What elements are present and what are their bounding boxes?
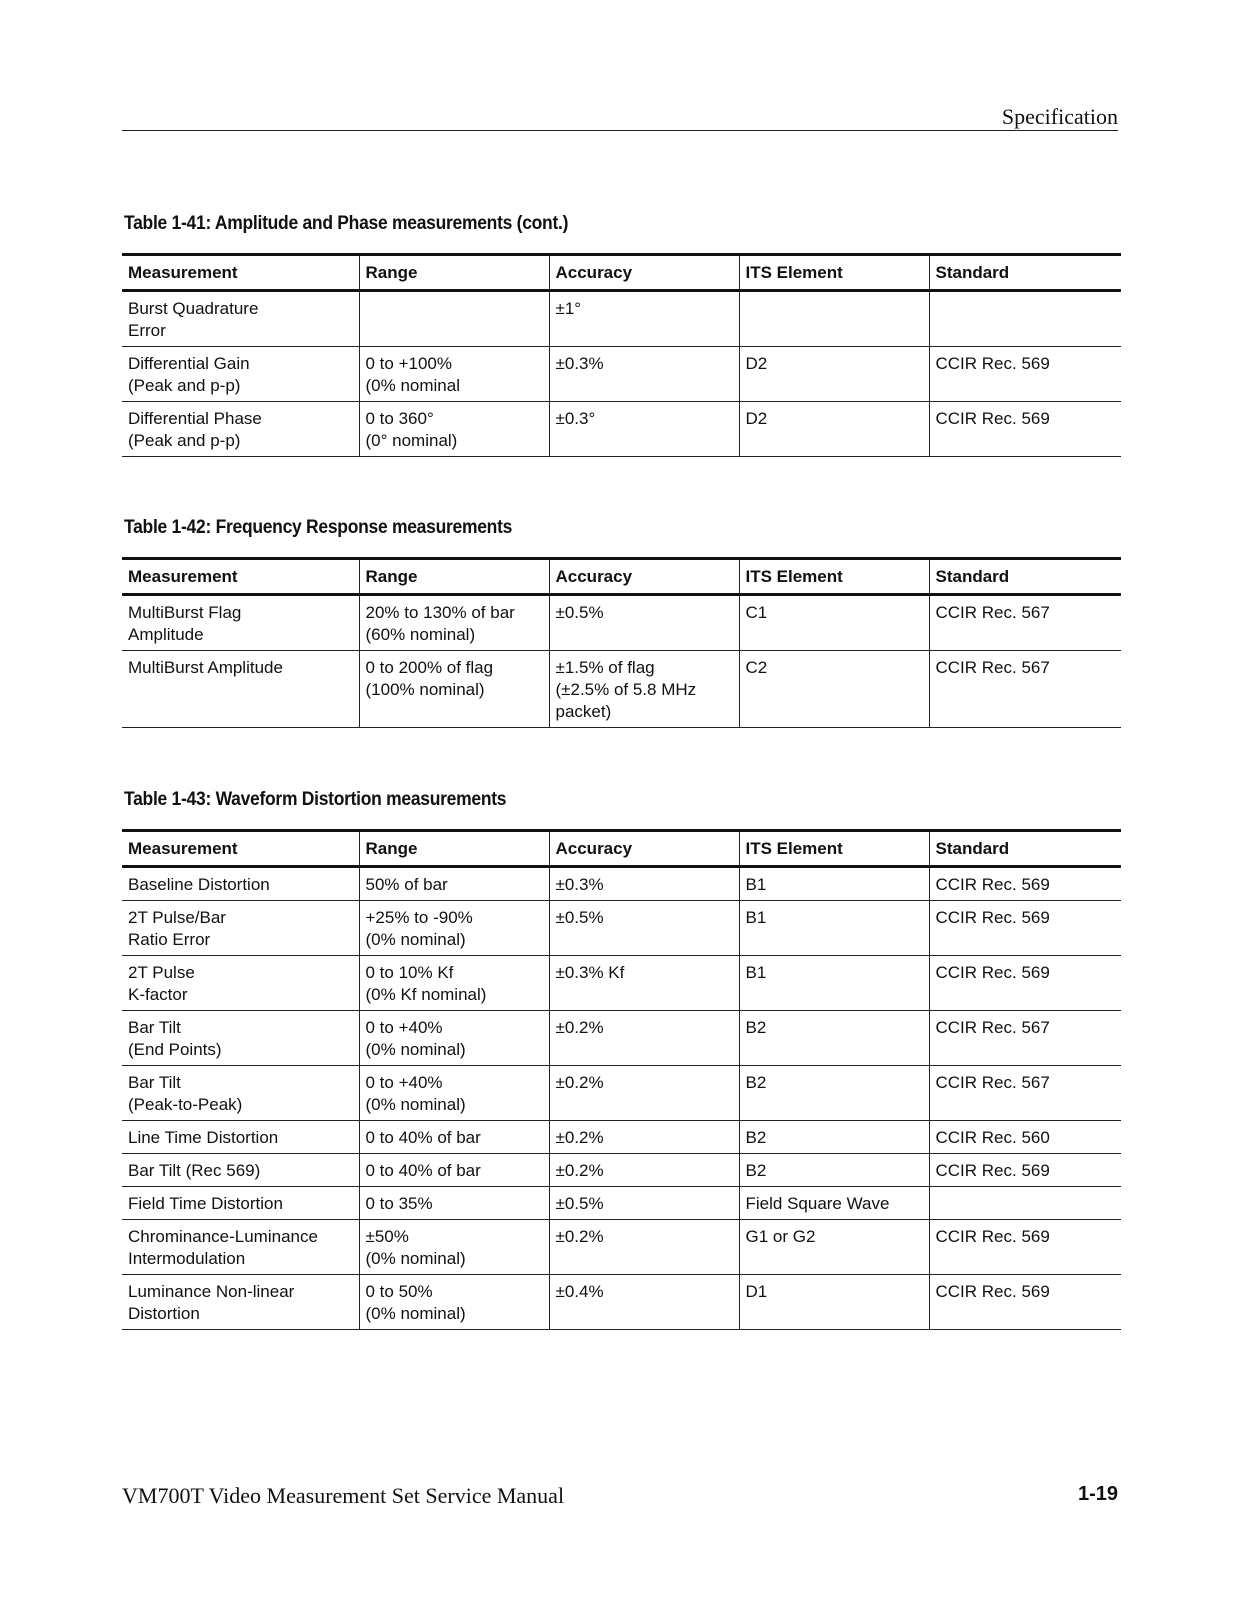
table-cell bbox=[739, 1121, 929, 1154]
cell-text: Luminance Non-linear bbox=[128, 1282, 295, 1301]
table-body bbox=[122, 291, 1121, 457]
cell-text: 0 to +40% bbox=[365, 1073, 443, 1092]
column-header: Accuracy bbox=[549, 831, 739, 867]
table-cell bbox=[549, 651, 739, 728]
cell-text: CCIR Rec. 569 bbox=[935, 875, 1050, 894]
cell-text: (0% nominal) bbox=[365, 1095, 466, 1114]
table-cell bbox=[359, 901, 549, 956]
table-body bbox=[122, 867, 1121, 1330]
table-cell bbox=[739, 956, 929, 1011]
cell-text: ±0.2% bbox=[555, 1227, 604, 1246]
table-cell bbox=[549, 1187, 739, 1220]
table-cell bbox=[359, 956, 549, 1011]
table-cell bbox=[549, 1275, 739, 1330]
table-cell bbox=[739, 1011, 929, 1066]
cell-text: CCIR Rec. 569 bbox=[935, 354, 1050, 373]
cell-text: ±0.2% bbox=[555, 1018, 604, 1037]
cell-text: B2 bbox=[745, 1128, 767, 1147]
table-cell bbox=[549, 402, 739, 457]
column-header: Standard bbox=[929, 831, 1121, 867]
cell-text: K-factor bbox=[128, 985, 188, 1004]
table-caption: Table 1-42: Frequency Response measurements bbox=[124, 517, 513, 538]
table-cell bbox=[929, 1220, 1121, 1275]
cell-text: C2 bbox=[745, 658, 768, 677]
table-cell bbox=[122, 291, 359, 347]
cell-text: MultiBurst Amplitude bbox=[128, 658, 283, 677]
column-header: Measurement bbox=[128, 839, 238, 858]
cell-text: Field Time Distortion bbox=[128, 1194, 283, 1213]
cell-text: MultiBurst Flag bbox=[128, 603, 242, 622]
column-header: Range bbox=[359, 559, 549, 595]
cell-text: ±50% bbox=[365, 1227, 409, 1246]
cell-text: Amplitude bbox=[128, 625, 204, 644]
table-header-row bbox=[122, 559, 1121, 595]
table-cell bbox=[929, 867, 1121, 901]
table-1-41-section bbox=[122, 213, 1121, 457]
cell-text: B1 bbox=[745, 963, 767, 982]
table-cell bbox=[359, 1220, 549, 1275]
cell-text: CCIR Rec. 567 bbox=[935, 603, 1050, 622]
column-header: ITS Element bbox=[739, 255, 929, 291]
table-cell bbox=[122, 867, 359, 901]
cell-text: (0% nominal bbox=[365, 376, 460, 395]
cell-text: C1 bbox=[745, 603, 768, 622]
table-cell bbox=[122, 1066, 359, 1121]
cell-text: Bar Tilt (Rec 569) bbox=[128, 1161, 261, 1180]
column-header: Measurement bbox=[128, 263, 238, 282]
column-header: Accuracy bbox=[549, 255, 739, 291]
table-cell bbox=[122, 1187, 359, 1220]
cell-text: ±0.4% bbox=[555, 1282, 604, 1301]
table-body bbox=[122, 595, 1121, 728]
table-cell bbox=[929, 1011, 1121, 1066]
cell-text: D1 bbox=[745, 1282, 768, 1301]
table-cell bbox=[122, 1154, 359, 1187]
cell-text: 0 to 40% of bar bbox=[365, 1128, 481, 1147]
page-header bbox=[122, 100, 1118, 131]
cell-text: Baseline Distortion bbox=[128, 875, 270, 894]
table-row bbox=[122, 347, 1121, 402]
cell-text: (0% Kf nominal) bbox=[365, 985, 487, 1004]
cell-text: 0 to 40% of bar bbox=[365, 1161, 481, 1180]
cell-text: CCIR Rec. 567 bbox=[935, 1073, 1050, 1092]
cell-text: +25% to -90% bbox=[365, 908, 473, 927]
cell-text: B1 bbox=[745, 908, 767, 927]
table-cell bbox=[122, 956, 359, 1011]
cell-text: ±0.2% bbox=[555, 1073, 604, 1092]
cell-text: B2 bbox=[745, 1161, 767, 1180]
table-cell bbox=[359, 1121, 549, 1154]
cell-text: CCIR Rec. 569 bbox=[935, 908, 1050, 927]
cell-text: CCIR Rec. 569 bbox=[935, 1227, 1050, 1246]
table-cell bbox=[122, 347, 359, 402]
table-cell bbox=[929, 1275, 1121, 1330]
cell-text: G1 or G2 bbox=[745, 1227, 816, 1246]
cell-text: ±0.3° bbox=[555, 409, 596, 428]
table-cell bbox=[929, 1154, 1121, 1187]
table-cell bbox=[739, 402, 929, 457]
cell-text: Line Time Distortion bbox=[128, 1128, 279, 1147]
cell-text: (Peak and p-p) bbox=[128, 376, 241, 395]
column-header: Standard bbox=[929, 559, 1121, 595]
table-row bbox=[122, 1121, 1121, 1154]
cell-text: (0° nominal) bbox=[365, 431, 458, 450]
manual-title: VM700T Video Measurement Set Service Manual bbox=[122, 1483, 565, 1508]
table-cell bbox=[122, 595, 359, 651]
cell-text: Bar Tilt bbox=[128, 1073, 181, 1092]
table-cell bbox=[359, 595, 549, 651]
cell-text: Field Square Wave bbox=[745, 1194, 890, 1213]
column-header: Standard bbox=[929, 255, 1121, 291]
table-cell bbox=[929, 1066, 1121, 1121]
cell-text: Bar Tilt bbox=[128, 1018, 181, 1037]
cell-text: CCIR Rec. 567 bbox=[935, 1018, 1050, 1037]
table-row bbox=[122, 867, 1121, 901]
table-cell bbox=[739, 1187, 929, 1220]
table-cell bbox=[929, 291, 1121, 347]
frequency-response-table bbox=[122, 557, 1121, 728]
table-cell bbox=[739, 1154, 929, 1187]
waveform-distortion-table bbox=[122, 829, 1121, 1330]
table-cell bbox=[122, 651, 359, 728]
table-cell bbox=[359, 1275, 549, 1330]
table-row bbox=[122, 1154, 1121, 1187]
table-cell bbox=[549, 901, 739, 956]
table-row bbox=[122, 402, 1121, 457]
cell-text: CCIR Rec. 569 bbox=[935, 409, 1050, 428]
cell-text: Burst Quadrature bbox=[128, 299, 259, 318]
table-cell bbox=[359, 1187, 549, 1220]
cell-text: D2 bbox=[745, 354, 768, 373]
table-cell bbox=[549, 1066, 739, 1121]
table-cell bbox=[122, 1011, 359, 1066]
table-cell bbox=[359, 867, 549, 901]
cell-text: (±2.5% of 5.8 MHz bbox=[555, 680, 697, 699]
table-cell bbox=[929, 595, 1121, 651]
cell-text: ±0.5% bbox=[555, 603, 604, 622]
cell-text: Ratio Error bbox=[128, 930, 211, 949]
table-1-43-section bbox=[122, 789, 1121, 1330]
table-cell bbox=[739, 595, 929, 651]
table-cell bbox=[122, 1275, 359, 1330]
cell-text: ±0.5% bbox=[555, 908, 604, 927]
table-cell bbox=[929, 956, 1121, 1011]
cell-text: (0% nominal) bbox=[365, 1304, 466, 1323]
amplitude-phase-table bbox=[122, 253, 1121, 457]
cell-text: ±0.3% bbox=[555, 875, 604, 894]
cell-text: ±1° bbox=[555, 299, 582, 318]
cell-text: (0% nominal) bbox=[365, 1249, 466, 1268]
table-cell bbox=[122, 402, 359, 457]
table-cell bbox=[549, 1154, 739, 1187]
table-row bbox=[122, 595, 1121, 651]
cell-text: 0 to 50% bbox=[365, 1282, 433, 1301]
table-cell bbox=[359, 402, 549, 457]
table-cell bbox=[359, 347, 549, 402]
table-cell bbox=[122, 1220, 359, 1275]
table-caption: Table 1-43: Waveform Distortion measurements bbox=[124, 789, 507, 810]
table-cell bbox=[929, 402, 1121, 457]
cell-text: 50% of bar bbox=[365, 875, 448, 894]
cell-text: Error bbox=[128, 321, 166, 340]
cell-text: ±0.3% Kf bbox=[555, 963, 625, 982]
table-cell bbox=[739, 1066, 929, 1121]
table-row bbox=[122, 901, 1121, 956]
table-row bbox=[122, 1011, 1121, 1066]
cell-text: 0 to 35% bbox=[365, 1194, 433, 1213]
table-caption: Table 1-41: Amplitude and Phase measurements (cont.) bbox=[124, 213, 569, 234]
cell-text: ±0.2% bbox=[555, 1161, 604, 1180]
table-cell bbox=[549, 1220, 739, 1275]
cell-text: (Peak and p-p) bbox=[128, 431, 241, 450]
section-title: Specification bbox=[1001, 104, 1118, 129]
table-row bbox=[122, 1220, 1121, 1275]
table-cell bbox=[549, 956, 739, 1011]
cell-text: Distortion bbox=[128, 1304, 200, 1323]
cell-text: D2 bbox=[745, 409, 768, 428]
table-cell bbox=[929, 651, 1121, 728]
cell-text: (60% nominal) bbox=[365, 625, 476, 644]
cell-text: packet) bbox=[555, 702, 612, 721]
table-cell bbox=[549, 1011, 739, 1066]
table-cell bbox=[122, 1121, 359, 1154]
cell-text: 0 to +100% bbox=[365, 354, 452, 373]
cell-text: (Peak-to-Peak) bbox=[128, 1095, 243, 1114]
table-row bbox=[122, 651, 1121, 728]
table-cell bbox=[359, 651, 549, 728]
table-cell bbox=[549, 347, 739, 402]
table-cell bbox=[122, 901, 359, 956]
cell-text: 0 to +40% bbox=[365, 1018, 443, 1037]
table-header-row bbox=[122, 255, 1121, 291]
table-row bbox=[122, 1187, 1121, 1220]
cell-text: B1 bbox=[745, 875, 767, 894]
page-number: 1-19 bbox=[1077, 1483, 1118, 1505]
cell-text: CCIR Rec. 569 bbox=[935, 963, 1050, 982]
table-cell bbox=[359, 291, 549, 347]
table-cell bbox=[549, 867, 739, 901]
cell-text: (0% nominal) bbox=[365, 930, 466, 949]
cell-text: B2 bbox=[745, 1018, 767, 1037]
cell-text: CCIR Rec. 567 bbox=[935, 658, 1050, 677]
table-1-42-section bbox=[122, 517, 1121, 728]
table-cell bbox=[739, 291, 929, 347]
column-header: Measurement bbox=[128, 567, 238, 586]
table-cell bbox=[739, 347, 929, 402]
table-cell bbox=[929, 901, 1121, 956]
table-row bbox=[122, 1275, 1121, 1330]
column-header: Range bbox=[359, 831, 549, 867]
table-cell bbox=[929, 1121, 1121, 1154]
cell-text: 20% to 130% of bar bbox=[365, 603, 515, 622]
column-header: Range bbox=[359, 255, 549, 291]
cell-text: (End Points) bbox=[128, 1040, 222, 1059]
table-cell bbox=[549, 291, 739, 347]
cell-text: (0% nominal) bbox=[365, 1040, 466, 1059]
cell-text: 2T Pulse bbox=[128, 963, 195, 982]
table-cell bbox=[929, 347, 1121, 402]
cell-text: Differential Phase bbox=[128, 409, 262, 428]
cell-text: ±0.2% bbox=[555, 1128, 604, 1147]
table-cell bbox=[929, 1187, 1121, 1220]
cell-text: 0 to 200% of flag bbox=[365, 658, 494, 677]
table-row bbox=[122, 291, 1121, 347]
table-cell bbox=[739, 867, 929, 901]
table-cell bbox=[739, 1275, 929, 1330]
cell-text: CCIR Rec. 560 bbox=[935, 1128, 1050, 1147]
cell-text: B2 bbox=[745, 1073, 767, 1092]
column-header: Accuracy bbox=[549, 559, 739, 595]
cell-text: ±1.5% of flag bbox=[555, 658, 655, 677]
table-header-row bbox=[122, 831, 1121, 867]
cell-text: Differential Gain bbox=[128, 354, 250, 373]
column-header: ITS Element bbox=[739, 831, 929, 867]
table-cell bbox=[549, 1121, 739, 1154]
table-cell bbox=[359, 1011, 549, 1066]
table-cell bbox=[739, 651, 929, 728]
cell-text: CCIR Rec. 569 bbox=[935, 1161, 1050, 1180]
cell-text: ±0.5% bbox=[555, 1194, 604, 1213]
cell-text: 0 to 10% Kf bbox=[365, 963, 454, 982]
table-cell bbox=[549, 595, 739, 651]
table-cell bbox=[359, 1154, 549, 1187]
cell-text: (100% nominal) bbox=[365, 680, 485, 699]
cell-text: 0 to 360° bbox=[365, 409, 434, 428]
table-row bbox=[122, 956, 1121, 1011]
column-header: ITS Element bbox=[739, 559, 929, 595]
cell-text: Intermodulation bbox=[128, 1249, 246, 1268]
cell-text: Chrominance-Luminance bbox=[128, 1227, 318, 1246]
cell-text: CCIR Rec. 569 bbox=[935, 1282, 1050, 1301]
cell-text: ±0.3% bbox=[555, 354, 604, 373]
table-cell bbox=[739, 901, 929, 956]
cell-text: 2T Pulse/Bar bbox=[128, 908, 226, 927]
table-cell bbox=[739, 1220, 929, 1275]
table-row bbox=[122, 1066, 1121, 1121]
table-cell bbox=[359, 1066, 549, 1121]
